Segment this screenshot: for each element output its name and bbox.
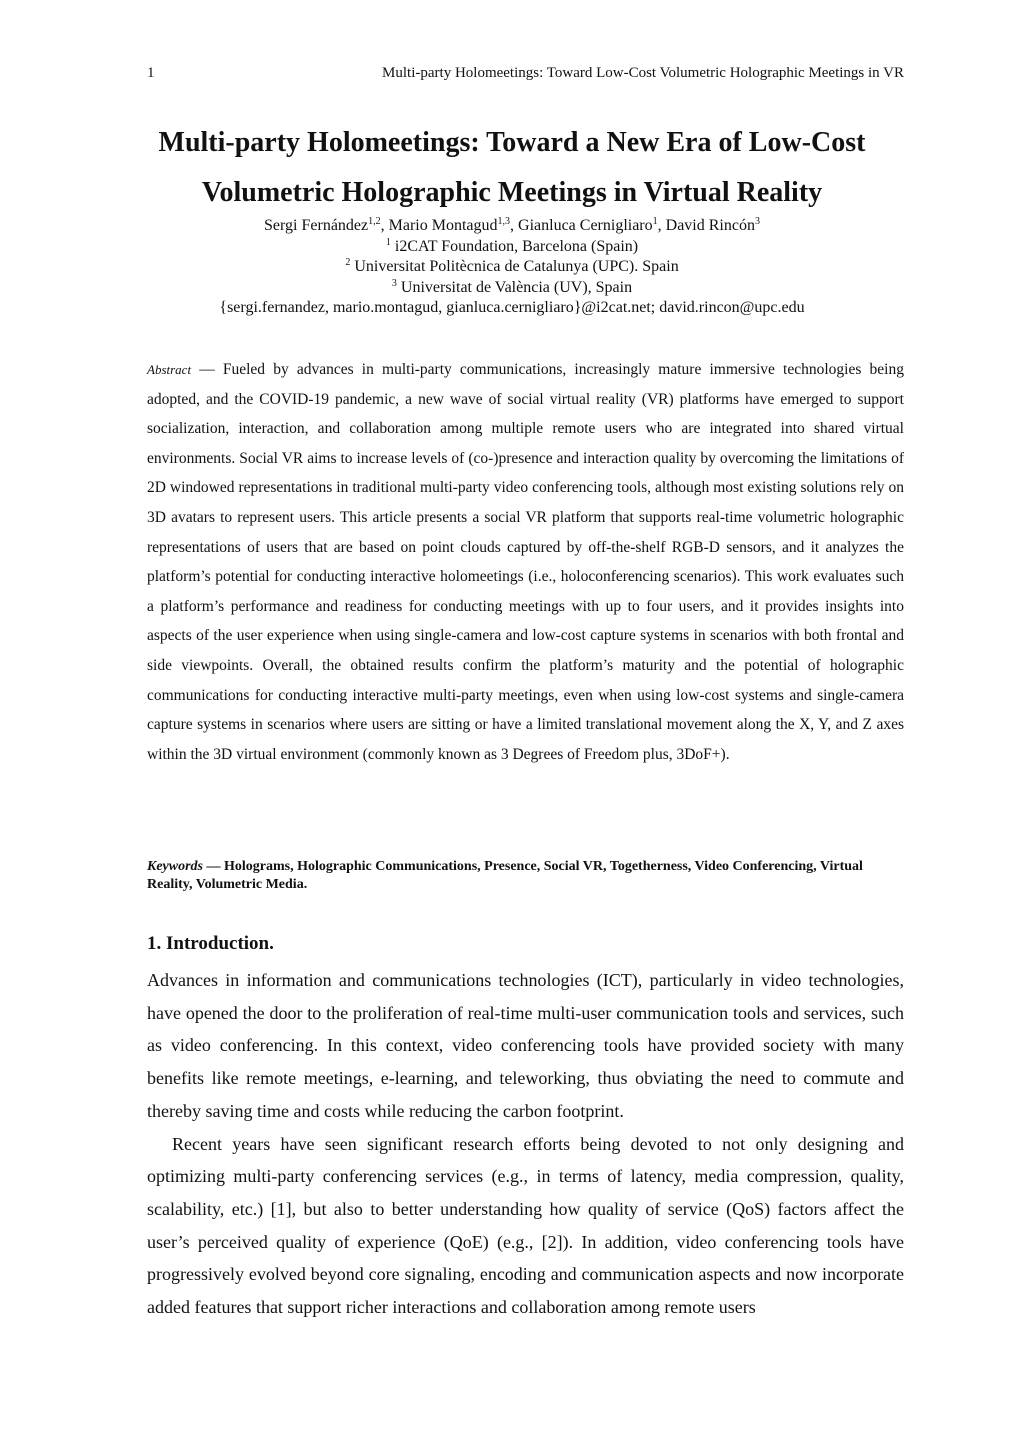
abstract-label: Abstract — [147, 362, 192, 377]
author-name: Mario Montagud — [388, 217, 498, 234]
keywords-text: — Holograms, Holographic Communications, Presence, Social VR, Togetherness, Video Conferencing, Virtual Reality, Volumetric Media. — [147, 859, 863, 892]
email-line: {sergi.fernandez, mario.montagud, gianluca.cernigliaro}@i2cat.net; david.rincon@upc.edu — [219, 299, 805, 316]
affiliation-number: 3 — [391, 277, 397, 289]
author-name: David Rincón — [665, 217, 755, 234]
author-separator: , — [380, 217, 389, 234]
affiliation-line — [100, 257, 924, 278]
title-line-2: Volumetric Holographic Meetings in Virtual Reality — [201, 177, 823, 208]
author-affiliation-mark: 3 — [754, 216, 760, 227]
body-paragraph: Recent years have seen significant research efforts being devoted to not only designing and optimizing multi-party conferencing services (e.g., in terms of latency, media compression, quality, scalability, etc.) [1], but also to better understanding how quality of service (QoS) factors affect the user’s perceived quality of experience (QoE) (e.g., [2]). In addition, video conferencing tools have progressively evolved beyond core signaling, encoding and communication aspects and now incorporate added features that support richer interactions and collaboration among remote users — [147, 1133, 904, 1318]
paper-title — [100, 118, 924, 218]
running-title: Multi-party Holomeetings: Toward Low-Cost Volumetric Holographic Meetings in VR — [382, 65, 904, 81]
abstract-text: — Fueled by advances in multi-party communications, increasingly mature immersive technologies being adopted, and the COVID-19 pandemic, a new wave of social virtual reality (VR) platforms have emerged to support socialization, interaction, and collaboration among multiple remote users who are integrated into shared virtual environments. Social VR aims to increase levels of (co-)presence and interaction quality by overcoming the limitations of 2D windowed representations in traditional multi-party video conferencing tools, although most existing solutions rely on 3D avatars to represent users. This article presents a social VR platform that supports real-time volumetric holographic representations of users that are based on point clouds captured by off-the-shelf RGB-D sensors, and it analyzes the platform’s potential for conducting interactive holomeetings (i.e., holoconferencing scenarios). This work evaluates such a platform’s performance and readiness for conducting meetings with up to four users, and it provides insights into aspects of the user experience when using single-camera and low-cost capture systems in scenarios with both frontal and side viewpoints. Overall, the obtained results confirm the platform’s maturity and the potential of holographic communications for conducting interactive multi-party meetings, even when using low-cost systems and single-camera capture systems in scenarios where users are sitting or have a limited translational movement along the X, Y, and Z axes within the 3D virtual environment (commonly known as 3 Degrees of Freedom plus, 3DoF+). — [147, 361, 904, 763]
section-heading-introduction: 1. Introduction. — [147, 933, 274, 954]
author-affiliation-mark: 1,3 — [497, 216, 511, 227]
affiliation-text: Universitat Politècnica de Catalunya (UPC). Spain — [350, 258, 679, 275]
keywords-label: Keywords — [147, 859, 203, 874]
author-affiliation-mark: 1,2 — [368, 216, 381, 227]
author-separator: , — [510, 217, 519, 234]
title-line-1: Multi-party Holomeetings: Toward a New Era of Low-Cost — [158, 127, 866, 158]
affiliation-number: 1 — [385, 236, 391, 248]
abstract — [147, 355, 904, 769]
body-paragraph: Advances in information and communications technologies (ICT), particularly in video technologies, have opened the door to the proliferation of real-time multi-user communication tools and services, such as video conferencing. In this context, video conferencing tools have provided society with many benefits like remote meetings, e-learning, and teleworking, thus obviating the need to commute and thereby saving time and costs while reducing the carbon footprint. — [147, 970, 904, 1121]
page-number: 1 — [147, 65, 155, 81]
running-header — [147, 62, 904, 84]
author-name: Sergi Fernández — [264, 217, 369, 234]
affiliation-line — [100, 278, 924, 299]
introduction-body — [147, 964, 904, 1324]
affiliation-text: i2CAT Foundation, Barcelona (Spain) — [390, 237, 639, 255]
affiliation-number: 2 — [345, 257, 351, 268]
author-name: Gianluca Cernigliaro — [518, 217, 653, 234]
keywords — [147, 858, 904, 894]
author-block — [100, 216, 924, 319]
affiliation-text: Universitat de València (UV), Spain — [396, 278, 633, 296]
affiliation-line — [100, 237, 924, 258]
author-affiliation-mark: 1 — [652, 216, 658, 227]
author-list — [100, 216, 924, 237]
author-separator: , — [657, 217, 666, 234]
